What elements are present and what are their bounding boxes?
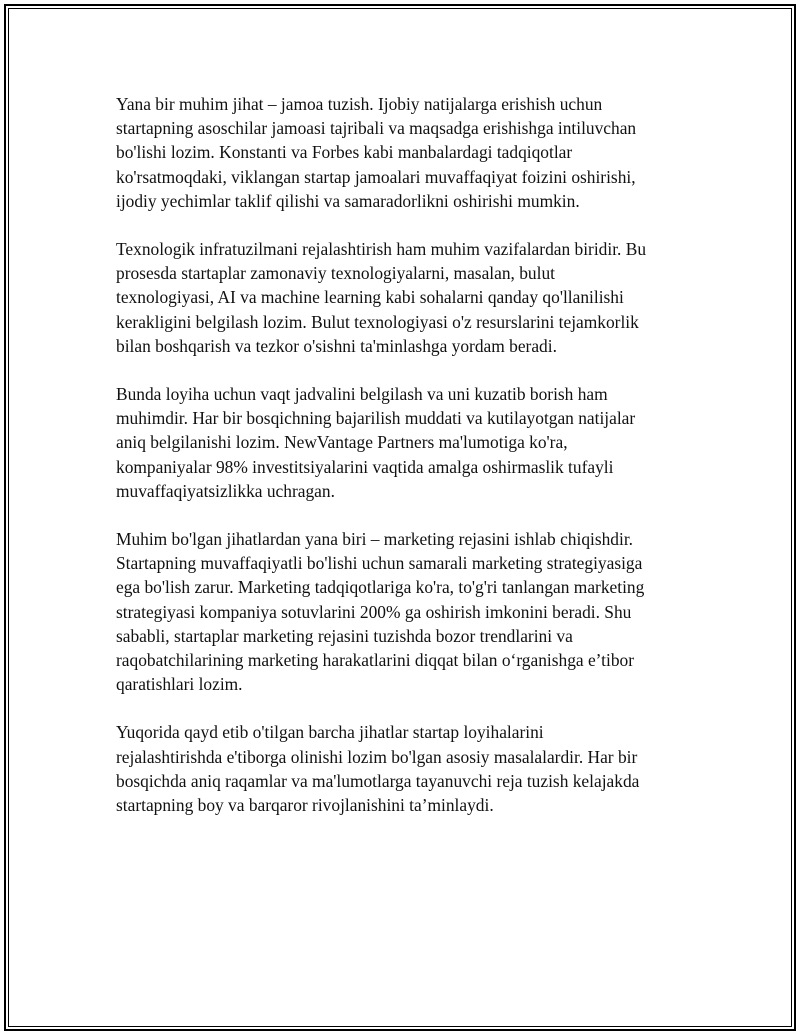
paragraph-conclusion: Yuqorida qayd etib o'tilgan barcha jihatlar startap loyihalarini rejalashtirishda e'tiborga olinishi lozim bo'lgan asosiy masalalardir. Har bir bosqichda aniq raqamlar va ma'lumotlarga tayanuvchi reja tuzish kelajakda startapning boy va barqaror rivojlanishini ta’minlaydi.: [116, 722, 640, 816]
paragraph-marketing-plan: Muhim bo'lgan jihatlardan yana biri – marketing rejasini ishlab chiqishdir. Startapning muvaffaqiyatli bo'lishi uchun samarali marketing strategiyasiga ega bo'lish zarur. Marketing tadqiqotlariga ko'ra, to'g'ri tanlangan marketing strategiyasi kompaniya sotuvlarini 200% ga oshirish imkonini beradi. Shu sababli, startaplar marketing rejasini tuzishda bozor trendlarini va raqobatchilarining marketing harakatlarini diqqat bilan o‘rganishga e’tibor qaratishlari lozim.: [116, 529, 645, 695]
paragraph-timeline: Bunda loyiha uchun vaqt jadvalini belgilash va uni kuzatib borish ham muhimdir. Har bir bosqichning bajarilish muddati va kutilayotgan natijalar aniq belgilanishi lozim. NewVantage Partners ma'lumotiga ko'ra, kompaniyalar 98% investitsiyalarini vaqtida amalga oshirmaslik tufayli muvaffaqiyatsizlikka uchragan.: [116, 384, 636, 501]
paragraph-team-building: Yana bir muhim jihat – jamoa tuzish. Ijobiy natijalarga erishish uchun startapning asoschilar jamoasi tajribali va maqsadga erishishga intiluvchan bo'lishi lozim. Konstanti va Forbes kabi manbalardagi tadqiqotlar ko'rsatmoqdaki, viklangan startap jamoalari muvaffaqiyat foizini oshirishi, ijodiy yechimlar taklif qilishi va samaradorlikni oshirishi mumkin.: [116, 94, 637, 211]
document-body: [116, 92, 696, 841]
paragraph-tech-infrastructure: Texnologik infratuzilmani rejalashtirish ham muhim vazifalardan biridir. Bu prosesda startaplar zamonaviy texnologiyalarni, masalan, bulut texnologiyasi, AI va machine learning kabi sohalarni qanday qo'llanilishi kerakligini belgilash lozim. Bulut texnologiyasi o'z resurslarini tejamkorlik bilan boshqarish va tezkor o'sishni ta'minlashga yordam beradi.: [116, 239, 647, 356]
